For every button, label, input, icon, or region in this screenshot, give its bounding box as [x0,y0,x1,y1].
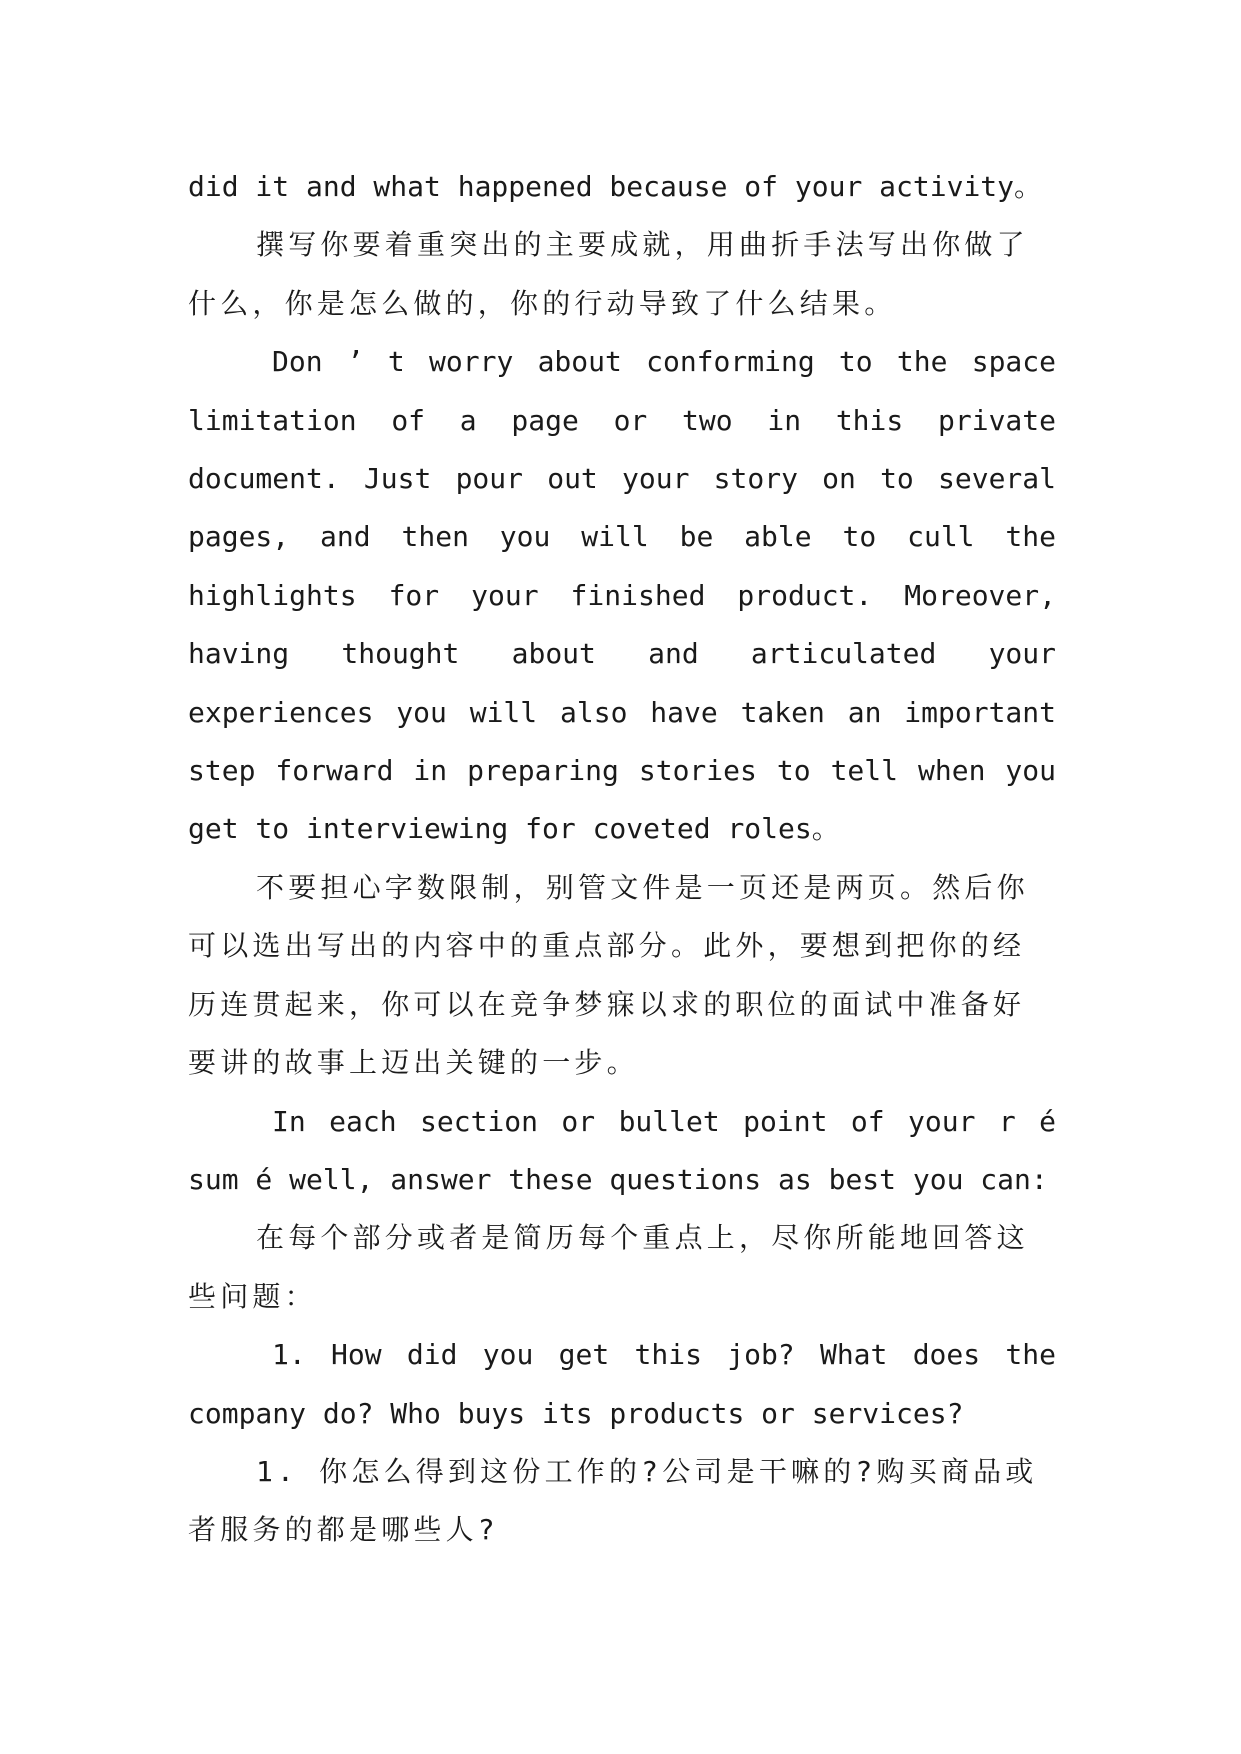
question-1-zh: 1. 你怎么得到这份工作的?公司是干嘛的?购买商品或者服务的都是哪些人? [188,1454,1038,1547]
paragraph-en-questions-intro: In each section or bullet point of your r é sum é well, answer these questions as best you can: [188,1104,1056,1196]
paragraph-zh-questions-intro: 在每个部分或者是简历每个重点上，尽你所能地回答这些问题： [188,1221,1029,1313]
paragraph-zh-space-limitation: 不要担心字数限制，别管文件是一页还是两页。然后你可以选出写出的内容中的重点部分。此外，要想到把你的经历连贯起来，你可以在竞争梦寐以求的职位的面试中准备好要讲的故事上迈出关键的一步。 [188,870,1029,1080]
paragraph-en-space-limitation: Don ’ t worry about conforming to the space limitation of a page or two in this private document. Just pour out your story on to several pages, and then you will be able to cull the highlights for your finished product. Moreover, having thought about and articulated your experiences you will also have taken an important step forward in preparing stories to tell when you get to interviewing for coveted roles。 [188,345,1056,846]
question-1-en: 1. How did you get this job? What does the company do? Who buys its products or services? [188,1338,1056,1430]
paragraph-en-continuation: did it and what happened because of your activity。 [188,170,1043,203]
document-body [188,158,1056,1560]
paragraph-zh-achievements: 撰写你要着重突出的主要成就，用曲折手法写出你做了什么，你是怎么做的，你的行动导致了什么结果。 [188,228,1029,320]
